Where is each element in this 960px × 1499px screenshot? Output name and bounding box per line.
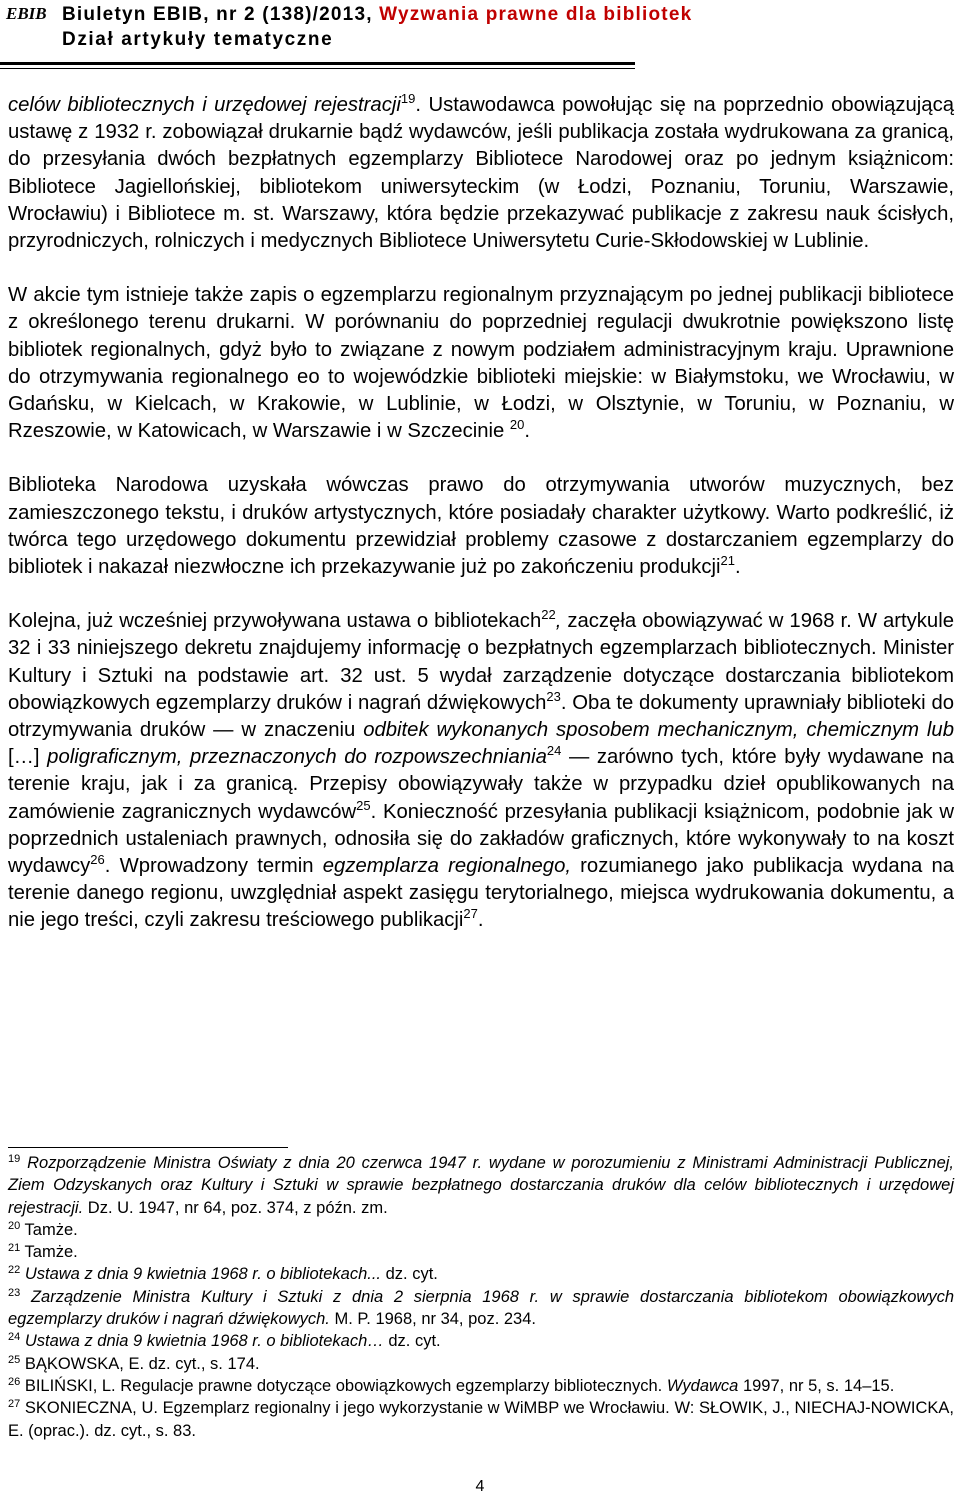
ebib-logo: EBIB bbox=[6, 4, 47, 23]
text-run: Kolejna, już wcześniej przywoływana ustawa o bibliotekach bbox=[8, 610, 542, 633]
text-run: dz. cyt. bbox=[381, 1265, 438, 1284]
text-run: . bbox=[477, 909, 484, 932]
text-run: . Wprowadzony termin bbox=[104, 855, 323, 878]
footnote-ref: 19 bbox=[400, 91, 416, 106]
footnote-separator bbox=[8, 1147, 288, 1148]
footnote-ref: 25 bbox=[8, 1353, 21, 1366]
footnote-ref: 24 bbox=[8, 1331, 21, 1344]
header-section: Dział artykuły tematyczne bbox=[62, 29, 334, 50]
header-line-1 bbox=[62, 4, 692, 26]
text-run: . Konieczność przesyłania publikacji książnicom, podobnie jak w poprzednich ustaleniach prawnych, odnosiła się do zakładów graficznych, które wykonywały to na koszt wydawcy bbox=[8, 800, 954, 878]
footnote bbox=[8, 1330, 954, 1352]
header-rule-thin bbox=[0, 68, 635, 69]
italic-text: poligraficznym, przeznaczonych do rozpowszechniania bbox=[47, 746, 547, 769]
footnote-ref: 24 bbox=[546, 743, 562, 759]
footnote bbox=[8, 1397, 954, 1442]
footnote bbox=[8, 1353, 954, 1375]
text-run: . bbox=[734, 556, 741, 579]
text-run: […] bbox=[8, 746, 48, 769]
text-run: Tamże. bbox=[20, 1243, 78, 1262]
footnote-ref: 23 bbox=[546, 688, 561, 704]
footnote-ref: 21 bbox=[8, 1242, 21, 1255]
footnote-ref: 27 bbox=[8, 1398, 21, 1411]
paragraph bbox=[8, 92, 954, 255]
footnote-ref: 20 bbox=[509, 417, 525, 433]
text-run: BILIŃSKI, L. Regulacje prawne dotyczące obowiązkowych egzemplarzy bibliotecznych. bbox=[20, 1376, 667, 1395]
footnote-ref: 19 bbox=[8, 1153, 21, 1165]
text-run: — zarówno tych, które były wydawane na terenie kraju, jak i za granicą. Przepisy obowiązywały także w przypadku dzieł opublikowanych na zamówienie zagranicznych wydawców bbox=[8, 746, 954, 823]
text-run: zaczęła obowiązywać w 1968 r. W artykule 32 i 33 niniejszego dekretu znajdujemy informację o bezpłatnych egzemplarzach bibliotecznych. Minister Kultury i Sztuki na podstawie art. 32 ust. 5 wydał zarządzenie dotyczące dostarczania bibliotekom obowiązkowych egzemplarzy druków i nagrań dźwiękowych bbox=[8, 610, 954, 714]
text-run: rozumianego jako publikacja wydana na terenie danego regionu, uwzględniał aspekt zasięgu terytorialnego, miejsca wydrukowania dokumentu, a nie jego treści, czyli zakresu treściowego publikacji bbox=[8, 855, 955, 932]
text-run: . bbox=[524, 420, 531, 443]
text-run: Biblioteka Narodowa uzyskała wówczas prawo do otrzymywania utworów muzycznych, bez zamieszczonego tekstu, i druków artystycznych, które posiadały charakter użytkowy. Warto podkreślić, iż twórca tego urzędowego dokumentu przewidział problemy czasowe z dostarczaniem egzemplarzy do bibliotek i nakazał niezwłoczne ich przekazywanie już po zakończeniu produkcji bbox=[8, 474, 954, 579]
italic-text: Ustawa z dnia 9 kwietnia 1968 r. o bibliotekach… bbox=[24, 1332, 384, 1351]
footnote-ref: 26 bbox=[90, 852, 105, 868]
text-run: dz. cyt. bbox=[383, 1332, 441, 1351]
italic-text: Wydawca bbox=[666, 1376, 739, 1395]
footnote-ref: 27 bbox=[463, 906, 478, 922]
footnote bbox=[8, 1286, 954, 1331]
footnote-ref: 20 bbox=[8, 1219, 21, 1232]
footnotes bbox=[8, 1152, 954, 1442]
header-rule bbox=[0, 62, 635, 65]
footnote-ref: 22 bbox=[8, 1264, 21, 1277]
italic-text: celów bibliotecznych i urzędowej rejestracji bbox=[8, 94, 401, 116]
text-run bbox=[20, 1288, 31, 1306]
page-number: 4 bbox=[475, 1478, 485, 1495]
bulletin-issue: Biuletyn EBIB, nr 2 (138)/2013, bbox=[62, 4, 373, 25]
page-header bbox=[0, 0, 960, 70]
article-body bbox=[8, 92, 954, 962]
text-run: BĄKOWSKA, E. dz. cyt., s. 174. bbox=[20, 1354, 260, 1373]
paragraph bbox=[8, 472, 954, 581]
text-run: 1997, nr 5, s. 14–15. bbox=[738, 1376, 895, 1395]
footnote bbox=[8, 1241, 954, 1263]
text-run: M. P. 1968, nr 34, poz. 234. bbox=[329, 1310, 536, 1329]
italic-text: odbitek wykonanych sposobem mechanicznym, chemicznym lub bbox=[363, 719, 954, 742]
paragraph bbox=[8, 608, 954, 934]
text-run: SKONIECZNA, U. Egzemplarz regionalny i jego wykorzystanie w WiMBP we Wrocławiu. W: SŁOWIK, J., NIECHAJ-NOWICKA, E. (oprac.). dz. cyt., s. 83. bbox=[8, 1399, 954, 1440]
footnote-ref: 25 bbox=[356, 797, 371, 813]
issue-topic: Wyzwania prawne dla bibliotek bbox=[379, 4, 693, 25]
italic-text: , bbox=[555, 610, 562, 633]
footnote bbox=[8, 1152, 954, 1219]
text-run: . Ustawodawca powołując się na poprzednio obowiązującą ustawę z 1932 r. zobowiązał drukarnie bądź wydawców, jeśli publikacja została wydrukowana za granicą, do przesyłania dwóch bezpłatnych egzemplarzy Bibliotece Narodowej oraz po jednym książnicom: Bibliotece Jagiellońskiej, bibliotekom uniwersyteckim (w Łodzi, Poznaniu, Toruniu, Warszawie, Wrocławiu) i Bibliotece m. st. Warszawy, która będzie przekazywać publikacje z zakresu nauk ścisłych, przyrodniczych, rolniczych i medycznych Bibliotece Uniwersytetu Curie-Skłodowskiej w Lublinie. bbox=[8, 94, 954, 253]
italic-text: Zarządzenie Ministra Kultury i Sztuki z dnia 2 sierpnia 1968 r. w sprawie dostarczania bibliotekom obowiązkowych egzemplarzy druków i nagrań dźwiękowych. bbox=[8, 1287, 955, 1329]
footnote bbox=[8, 1263, 954, 1285]
text-run: W akcie tym istnieje także zapis o egzemplarzu regionalnym przyznającym po jednej publikacji bibliotece z określonego terenu drukarni. W porównaniu do poprzedniej regulacji dwukrotnie powiększono listę bibliotek regionalnych, gdyż było to związane z nowym podziałem administracyjnym kraju. Uprawnione do otrzymywania regionalnego eo to wojewódzkie biblioteki miejskie: w Białymstoku, we Wrocławiu, w Gdańsku, w Kielcach, w Krakowie, w Lublinie, w Łodzi, w Olsztynie, w Toruniu, w Poznaniu, w Rzeszowie, w Katowicach, w Warszawie i w Szczecinie bbox=[8, 284, 954, 443]
footnote bbox=[8, 1219, 954, 1241]
italic-text: Rozporządzenie Ministra Oświaty z dnia 20 czerwca 1947 r. wydane w porozumieniu z Ministrami Administracji Publicznej, Ziem Odzyskanych oraz Kultury i Sztuki w sprawie bezpłatnego dostarczania druków dla celów bibliotecznych i urzędowej rejestracji. bbox=[8, 1154, 954, 1217]
text-run: Dz. U. 1947, nr 64, poz. 374, z późn. zm. bbox=[83, 1198, 388, 1217]
footnote-ref: 23 bbox=[8, 1286, 21, 1299]
italic-text: egzemplarza regionalnego, bbox=[322, 855, 571, 878]
italic-text: Ustawa z dnia 9 kwietnia 1968 r. o bibliotekach... bbox=[24, 1265, 382, 1284]
text-run: . Oba te dokumenty uprawniały biblioteki do otrzymywania druków — w znaczeniu bbox=[8, 691, 955, 742]
paragraph bbox=[8, 282, 954, 445]
text-run: Tamże. bbox=[20, 1220, 78, 1239]
footnote bbox=[8, 1375, 954, 1397]
footnote-ref: 22 bbox=[541, 607, 556, 623]
footnote-ref: 21 bbox=[720, 553, 735, 569]
footnote-ref: 26 bbox=[8, 1375, 21, 1388]
